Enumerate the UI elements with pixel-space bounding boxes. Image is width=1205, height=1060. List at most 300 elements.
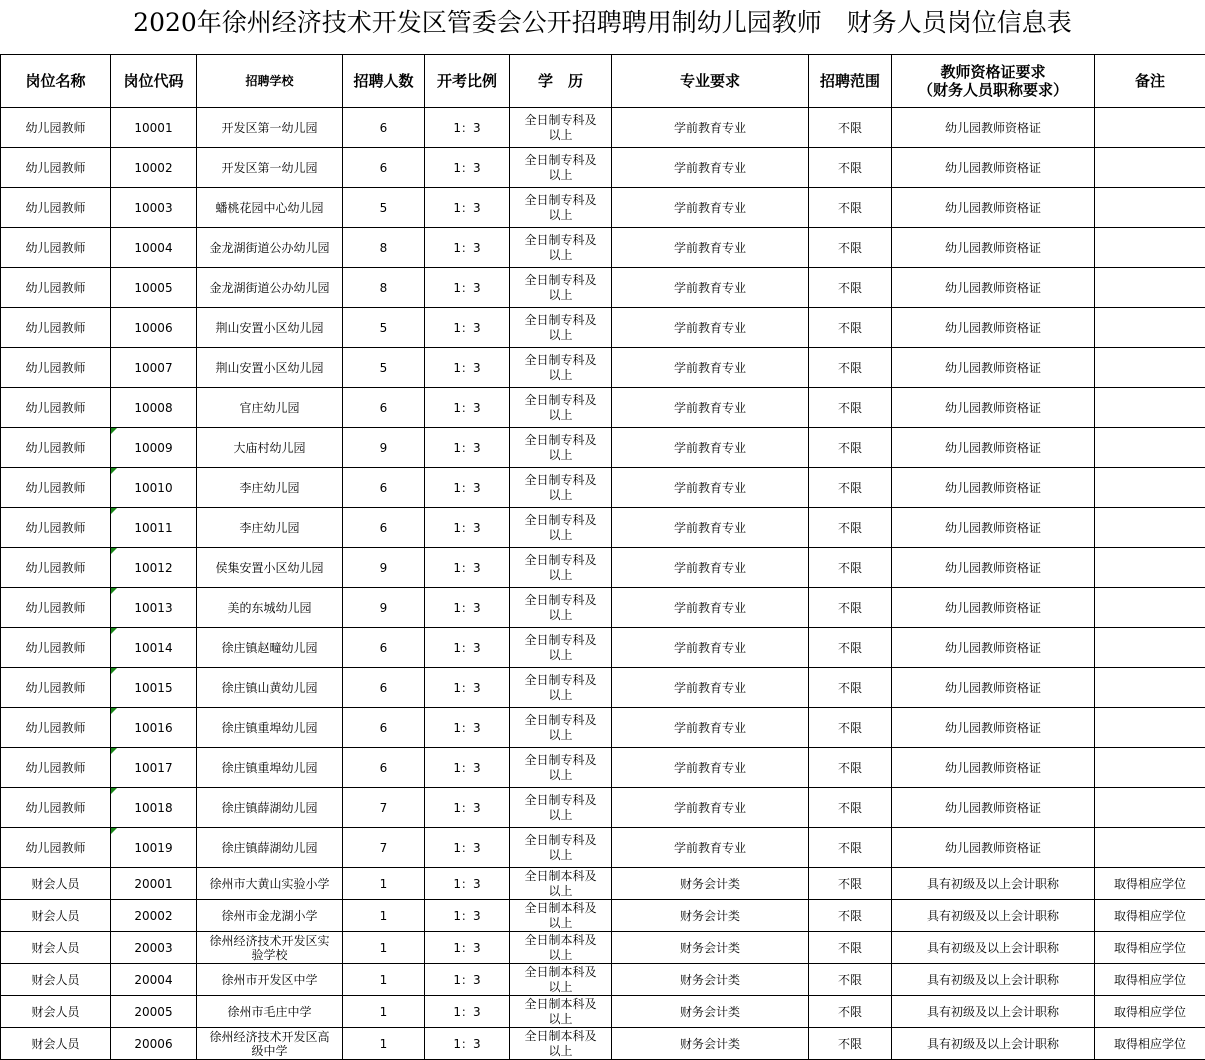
cell-education-text: 全日制专科及以上 — [524, 432, 597, 462]
cell-ratio — [425, 228, 510, 268]
header-major: 专业要求 — [612, 55, 809, 108]
cell-major-text: 学前教育专业 — [673, 760, 746, 775]
cell-major-text: 学前教育专业 — [673, 640, 746, 655]
cell-count-text: 1 — [379, 908, 388, 923]
cell-scope — [809, 788, 892, 828]
table-row — [1, 628, 1205, 668]
cell-major — [612, 1028, 809, 1060]
cell-cert-text: 具有初级及以上会计职称 — [926, 876, 1059, 891]
cell-count-text: 9 — [379, 560, 388, 575]
cell-cert — [892, 900, 1095, 932]
cell-scope — [809, 828, 892, 868]
cell-ratio-text: 1：3 — [453, 800, 481, 815]
cell-school-text: 徐庄镇薛湖幼儿园 — [221, 800, 318, 815]
table-row — [1, 1028, 1205, 1060]
cell-cert-text: 幼儿园教师资格证 — [944, 520, 1041, 535]
cell-ratio-text: 1：3 — [453, 360, 481, 375]
cell-education — [510, 228, 612, 268]
cell-school — [197, 964, 343, 996]
cell-cert — [892, 428, 1095, 468]
cell-count-text: 5 — [379, 320, 388, 335]
cell-school — [197, 468, 343, 508]
cell-ratio — [425, 388, 510, 428]
cell-position-name-text: 幼儿园教师 — [25, 640, 86, 655]
cell-position-name — [1, 428, 111, 468]
cell-school — [197, 708, 343, 748]
cell-major — [612, 428, 809, 468]
cell-education-text: 全日制专科及以上 — [524, 512, 597, 542]
cell-major-text: 财务会计类 — [679, 1036, 740, 1051]
cell-ratio-text: 1：3 — [453, 240, 481, 255]
cell-cert-text: 幼儿园教师资格证 — [944, 360, 1041, 375]
cell-position-name-text: 幼儿园教师 — [25, 200, 86, 215]
cell-school-text: 荆山安置小区幼儿园 — [215, 360, 324, 375]
cell-cert — [892, 668, 1095, 708]
cell-school — [197, 628, 343, 668]
cell-scope — [809, 468, 892, 508]
cell-school — [197, 188, 343, 228]
cell-count-text: 8 — [379, 280, 388, 295]
cell-cert-text: 具有初级及以上会计职称 — [926, 1004, 1059, 1019]
cell-school — [197, 828, 343, 868]
cell-ratio-text: 1：3 — [453, 972, 481, 987]
cell-education — [510, 964, 612, 996]
cell-remark — [1095, 900, 1205, 932]
cell-position-code-text: 10006 — [134, 320, 173, 335]
table-row — [1, 188, 1205, 228]
cell-count — [343, 268, 425, 308]
cell-scope-text: 不限 — [837, 160, 862, 175]
cell-major-text: 财务会计类 — [679, 940, 740, 955]
cell-remark — [1095, 308, 1205, 348]
cell-scope — [809, 668, 892, 708]
cell-position-code — [111, 668, 197, 708]
cell-education — [510, 388, 612, 428]
cell-scope-text: 不限 — [837, 972, 862, 987]
cell-ratio-text: 1：3 — [453, 1036, 481, 1051]
cell-ratio — [425, 964, 510, 996]
header-position-code: 岗位代码 — [111, 55, 197, 108]
cell-major — [612, 548, 809, 588]
cell-position-name — [1, 308, 111, 348]
cell-position-code-text: 10018 — [134, 800, 173, 815]
cell-major-text: 学前教育专业 — [673, 160, 746, 175]
cell-cert — [892, 788, 1095, 828]
cell-count — [343, 708, 425, 748]
cell-position-code — [111, 628, 197, 668]
cell-comment-marker — [111, 788, 117, 794]
cell-position-code — [111, 964, 197, 996]
cell-school-text: 开发区第一幼儿园 — [221, 160, 318, 175]
cell-ratio — [425, 900, 510, 932]
cell-school-text: 徐州市大黄山实验小学 — [209, 876, 330, 891]
cell-education — [510, 788, 612, 828]
cell-school — [197, 228, 343, 268]
cell-position-code — [111, 868, 197, 900]
cell-scope-text: 不限 — [837, 680, 862, 695]
cell-cert — [892, 708, 1095, 748]
cell-scope-text: 不限 — [837, 520, 862, 535]
cell-count-text: 1 — [379, 1036, 388, 1051]
cell-remark — [1095, 388, 1205, 428]
cell-school — [197, 308, 343, 348]
cell-position-name — [1, 228, 111, 268]
header-education: 学 历 — [510, 55, 612, 108]
cell-education-text: 全日制专科及以上 — [524, 232, 597, 262]
table-row — [1, 548, 1205, 588]
page-title: 2020年徐州经济技术开发区管委会公开招聘聘用制幼儿园教师 财务人员岗位信息表 — [133, 8, 1072, 37]
cell-comment-marker — [111, 628, 117, 634]
cell-count-text: 5 — [379, 200, 388, 215]
cell-school — [197, 1028, 343, 1060]
cell-cert — [892, 964, 1095, 996]
header-cert-line1: 教师资格证要求 — [940, 63, 1046, 81]
cell-education-text: 全日制专科及以上 — [524, 592, 597, 622]
cell-school — [197, 588, 343, 628]
cell-comment-marker — [111, 548, 117, 554]
cell-ratio-text: 1：3 — [453, 400, 481, 415]
cell-cert-text: 幼儿园教师资格证 — [944, 480, 1041, 495]
cell-cert — [892, 468, 1095, 508]
cell-position-name-text: 幼儿园教师 — [25, 680, 86, 695]
cell-major — [612, 508, 809, 548]
cell-count — [343, 588, 425, 628]
cell-count — [343, 508, 425, 548]
cell-education-text: 全日制本科及以上 — [524, 964, 597, 994]
cell-position-code — [111, 468, 197, 508]
cell-major-text: 学前教育专业 — [673, 840, 746, 855]
cell-major — [612, 348, 809, 388]
cell-position-name-text: 幼儿园教师 — [25, 600, 86, 615]
cell-count-text: 1 — [379, 972, 388, 987]
cell-scope — [809, 868, 892, 900]
cell-position-code — [111, 508, 197, 548]
cell-education — [510, 588, 612, 628]
cell-major — [612, 108, 809, 148]
cell-major — [612, 588, 809, 628]
cell-position-name-text: 幼儿园教师 — [25, 520, 86, 535]
cell-comment-marker — [111, 748, 117, 754]
cell-school — [197, 428, 343, 468]
cell-school-text: 李庄幼儿园 — [239, 480, 300, 495]
cell-position-code — [111, 932, 197, 964]
cell-position-code — [111, 748, 197, 788]
cell-position-code — [111, 708, 197, 748]
cell-major-text: 财务会计类 — [679, 1004, 740, 1019]
cell-count — [343, 228, 425, 268]
cell-count — [343, 348, 425, 388]
header-school: 招聘学校 — [197, 55, 343, 108]
table-row — [1, 588, 1205, 628]
cell-count — [343, 148, 425, 188]
cell-scope-text: 不限 — [837, 400, 862, 415]
cell-count-text: 6 — [379, 640, 388, 655]
cell-school-text: 蟠桃花园中心幼儿园 — [215, 200, 324, 215]
cell-position-code-text: 10017 — [134, 760, 173, 775]
cell-education — [510, 708, 612, 748]
cell-scope-text: 不限 — [837, 720, 862, 735]
cell-count-text: 9 — [379, 600, 388, 615]
cell-school-text: 金龙湖街道公办幼儿园 — [209, 280, 330, 295]
cell-school-text: 徐庄镇赵疃幼儿园 — [221, 640, 318, 655]
cell-cert-text: 具有初级及以上会计职称 — [926, 1036, 1059, 1051]
cell-count-text: 6 — [379, 520, 388, 535]
cell-position-code — [111, 588, 197, 628]
cell-school — [197, 788, 343, 828]
cell-major — [612, 468, 809, 508]
cell-position-name — [1, 348, 111, 388]
cell-scope-text: 不限 — [837, 600, 862, 615]
cell-remark — [1095, 1028, 1205, 1060]
header-ratio: 开考比例 — [425, 55, 510, 108]
table-row — [1, 388, 1205, 428]
cell-scope-text: 不限 — [837, 760, 862, 775]
cell-count-text: 8 — [379, 240, 388, 255]
cell-education — [510, 508, 612, 548]
cell-count-text: 9 — [379, 440, 388, 455]
cell-remark — [1095, 348, 1205, 388]
cell-major-text: 财务会计类 — [679, 876, 740, 891]
cell-scope — [809, 148, 892, 188]
cell-ratio-text: 1：3 — [453, 940, 481, 955]
cell-position-name — [1, 788, 111, 828]
cell-position-code-text: 10010 — [134, 480, 173, 495]
cell-count-text: 6 — [379, 760, 388, 775]
cell-position-code-text: 20002 — [134, 908, 173, 923]
cell-scope-text: 不限 — [837, 908, 862, 923]
cell-scope — [809, 964, 892, 996]
cell-remark-text: 取得相应学位 — [1113, 1036, 1186, 1051]
cell-remark — [1095, 964, 1205, 996]
cell-education-text: 全日制本科及以上 — [524, 868, 597, 898]
cell-ratio-text: 1：3 — [453, 640, 481, 655]
cell-remark — [1095, 188, 1205, 228]
cell-count-text: 1 — [379, 876, 388, 891]
cell-position-name-text: 幼儿园教师 — [25, 160, 86, 175]
cell-count — [343, 468, 425, 508]
cell-cert-text: 幼儿园教师资格证 — [944, 320, 1041, 335]
cell-remark — [1095, 148, 1205, 188]
header-remark: 备注 — [1095, 55, 1205, 108]
cell-scope — [809, 308, 892, 348]
cell-scope — [809, 268, 892, 308]
table-row — [1, 788, 1205, 828]
cell-scope-text: 不限 — [837, 320, 862, 335]
cell-count-text: 7 — [379, 840, 388, 855]
cell-position-code-text: 20004 — [134, 972, 173, 987]
cell-remark — [1095, 588, 1205, 628]
cell-position-code-text: 20001 — [134, 876, 173, 891]
cell-position-name-text: 财会人员 — [31, 876, 80, 891]
cell-education-text: 全日制专科及以上 — [524, 312, 597, 342]
cell-school — [197, 548, 343, 588]
cell-school-text: 侯集安置小区幼儿园 — [215, 560, 324, 575]
cell-position-name-text: 财会人员 — [31, 1004, 80, 1019]
cell-cert-text: 幼儿园教师资格证 — [944, 760, 1041, 775]
table-row — [1, 708, 1205, 748]
cell-count-text: 6 — [379, 480, 388, 495]
cell-education — [510, 868, 612, 900]
cell-scope — [809, 748, 892, 788]
cell-remark — [1095, 508, 1205, 548]
cell-ratio-text: 1：3 — [453, 760, 481, 775]
cell-ratio — [425, 308, 510, 348]
cell-remark — [1095, 668, 1205, 708]
cell-position-name — [1, 628, 111, 668]
cell-education — [510, 308, 612, 348]
cell-scope-text: 不限 — [837, 360, 862, 375]
cell-ratio-text: 1：3 — [453, 520, 481, 535]
cell-position-name-text: 财会人员 — [31, 940, 80, 955]
cell-school-text: 金龙湖街道公办幼儿园 — [209, 240, 330, 255]
cell-cert-text: 幼儿园教师资格证 — [944, 840, 1041, 855]
cell-education — [510, 548, 612, 588]
cell-major-text: 学前教育专业 — [673, 520, 746, 535]
table-row — [1, 268, 1205, 308]
cell-education — [510, 1028, 612, 1060]
header-cert-line2: （财务人员职称要求） — [917, 81, 1068, 99]
cell-remark-text: 取得相应学位 — [1113, 972, 1186, 987]
cell-position-code — [111, 348, 197, 388]
cell-count-text: 6 — [379, 400, 388, 415]
table-body — [1, 108, 1205, 1060]
cell-remark — [1095, 748, 1205, 788]
cell-remark — [1095, 268, 1205, 308]
cell-position-code-text: 20003 — [134, 940, 173, 955]
cell-scope — [809, 228, 892, 268]
cell-education-text: 全日制专科及以上 — [524, 552, 597, 582]
cell-scope-text: 不限 — [837, 940, 862, 955]
cell-education — [510, 628, 612, 668]
cell-major-text: 财务会计类 — [679, 908, 740, 923]
cell-cert — [892, 548, 1095, 588]
cell-school — [197, 148, 343, 188]
cell-scope — [809, 932, 892, 964]
cell-education — [510, 932, 612, 964]
cell-count — [343, 964, 425, 996]
cell-education-text: 全日制专科及以上 — [524, 392, 597, 422]
cell-education — [510, 148, 612, 188]
cell-education — [510, 428, 612, 468]
cell-school — [197, 268, 343, 308]
cell-scope-text: 不限 — [837, 440, 862, 455]
cell-major — [612, 996, 809, 1028]
cell-scope — [809, 996, 892, 1028]
cell-education-text: 全日制本科及以上 — [524, 996, 597, 1026]
cell-school — [197, 932, 343, 964]
cell-position-code — [111, 548, 197, 588]
table-row — [1, 228, 1205, 268]
cell-position-name — [1, 996, 111, 1028]
cell-ratio-text: 1：3 — [453, 840, 481, 855]
cell-school — [197, 900, 343, 932]
table-row — [1, 308, 1205, 348]
cell-ratio-text: 1：3 — [453, 1004, 481, 1019]
cell-cert — [892, 996, 1095, 1028]
cell-count — [343, 668, 425, 708]
cell-position-code-text: 10014 — [134, 640, 173, 655]
cell-school-text: 徐州经济技术开发区高级中学 — [209, 1029, 330, 1058]
cell-position-code-text: 10011 — [134, 520, 173, 535]
cell-major — [612, 228, 809, 268]
cell-cert — [892, 268, 1095, 308]
cell-cert — [892, 868, 1095, 900]
cell-cert-text: 具有初级及以上会计职称 — [926, 972, 1059, 987]
cell-cert — [892, 628, 1095, 668]
cell-scope — [809, 548, 892, 588]
table-row — [1, 428, 1205, 468]
header-cert — [892, 55, 1095, 108]
cell-cert-text: 幼儿园教师资格证 — [944, 720, 1041, 735]
cell-ratio — [425, 788, 510, 828]
cell-position-name — [1, 708, 111, 748]
table-row — [1, 468, 1205, 508]
cell-position-code-text: 10013 — [134, 600, 173, 615]
cell-ratio — [425, 932, 510, 964]
cell-major-text: 学前教育专业 — [673, 600, 746, 615]
table-row — [1, 348, 1205, 388]
table-row — [1, 964, 1205, 996]
cell-education — [510, 900, 612, 932]
cell-count — [343, 428, 425, 468]
cell-position-code — [111, 108, 197, 148]
cell-count — [343, 748, 425, 788]
cell-school-text: 徐州市毛庄中学 — [227, 1004, 312, 1019]
cell-count-text: 5 — [379, 360, 388, 375]
cell-school — [197, 508, 343, 548]
cell-position-name — [1, 588, 111, 628]
cell-major-text: 学前教育专业 — [673, 400, 746, 415]
cell-major — [612, 668, 809, 708]
cell-count — [343, 188, 425, 228]
cell-scope-text: 不限 — [837, 120, 862, 135]
cell-position-name — [1, 668, 111, 708]
header-scope: 招聘范围 — [809, 55, 892, 108]
cell-remark-text: 取得相应学位 — [1113, 876, 1186, 891]
cell-ratio — [425, 428, 510, 468]
cell-position-code — [111, 1028, 197, 1060]
cell-education-text: 全日制专科及以上 — [524, 792, 597, 822]
cell-position-name-text: 幼儿园教师 — [25, 240, 86, 255]
cell-major — [612, 788, 809, 828]
cell-scope-text: 不限 — [837, 200, 862, 215]
table-row — [1, 508, 1205, 548]
cell-major — [612, 868, 809, 900]
cell-comment-marker — [111, 468, 117, 474]
cell-count — [343, 868, 425, 900]
cell-comment-marker — [111, 588, 117, 594]
cell-position-name — [1, 868, 111, 900]
cell-ratio-text: 1：3 — [453, 480, 481, 495]
cell-major — [612, 148, 809, 188]
cell-school-text: 徐州市金龙湖小学 — [221, 908, 318, 923]
cell-position-code — [111, 148, 197, 188]
cell-scope-text: 不限 — [837, 480, 862, 495]
cell-remark — [1095, 468, 1205, 508]
cell-count-text: 1 — [379, 1004, 388, 1019]
cell-remark — [1095, 428, 1205, 468]
cell-position-code — [111, 900, 197, 932]
cell-cert — [892, 148, 1095, 188]
cell-position-code-text: 10012 — [134, 560, 173, 575]
cell-major-text: 学前教育专业 — [673, 680, 746, 695]
cell-position-name-text: 幼儿园教师 — [25, 360, 86, 375]
cell-count — [343, 996, 425, 1028]
cell-comment-marker — [111, 828, 117, 834]
cell-ratio-text: 1：3 — [453, 280, 481, 295]
cell-school — [197, 348, 343, 388]
cell-position-name-text: 财会人员 — [31, 972, 80, 987]
